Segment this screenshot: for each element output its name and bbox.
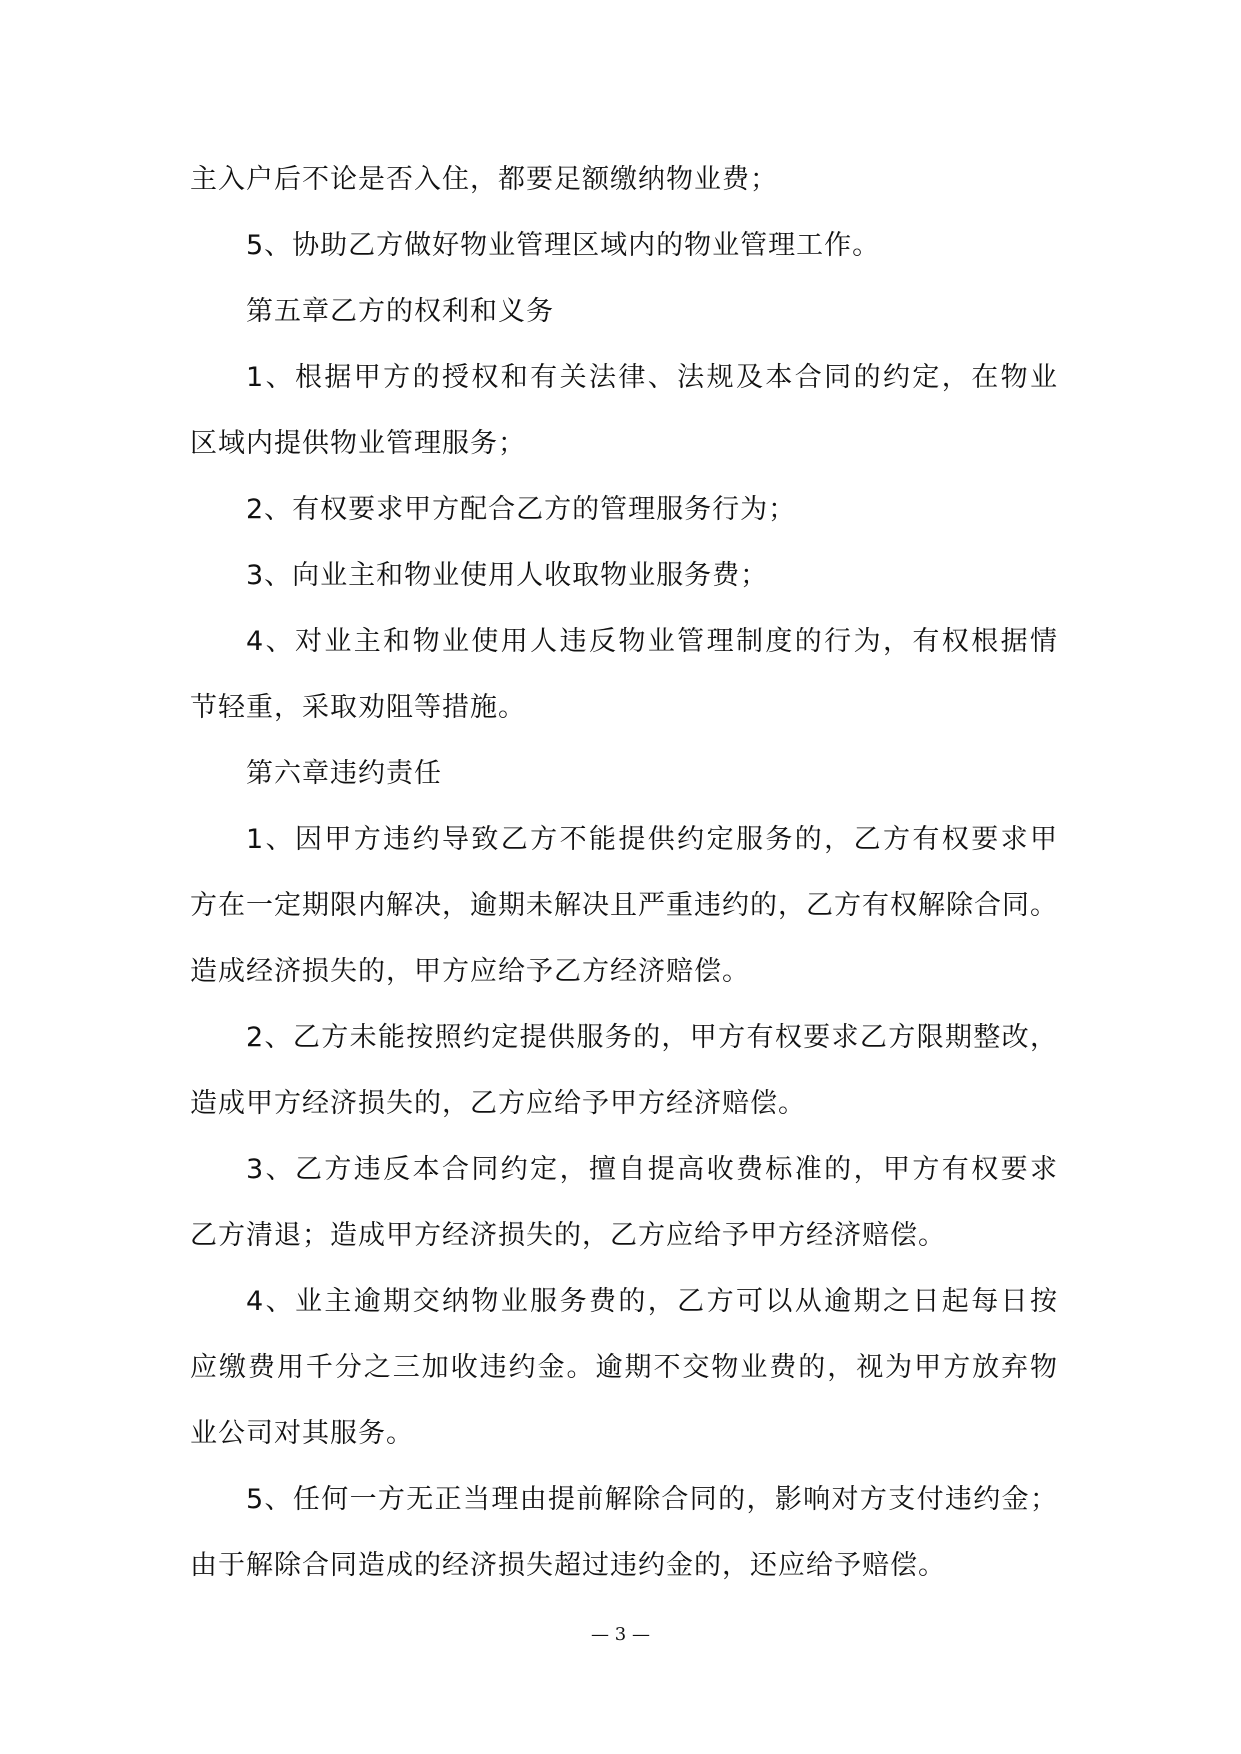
text-line: 5、协助乙方做好物业管理区域内的物业管理工作。 <box>246 230 881 261</box>
chapter-heading: 第五章乙方的权利和义务 <box>246 296 554 327</box>
text-line: 3、向业主和物业使用人收取物业服务费； <box>246 560 769 591</box>
text-line: 3、乙方违反本合同约定，擅自提高收费标准的，甲方有权要求 <box>246 1154 1058 1185</box>
text-line: 乙方清退；造成甲方经济损失的，乙方应给予甲方经济赔偿。 <box>190 1220 946 1251</box>
text-line: 4、对业主和物业使用人违反物业管理制度的行为，有权根据情 <box>246 626 1058 657</box>
text-line: 区域内提供物业管理服务； <box>190 428 526 459</box>
text-line: 业公司对其服务。 <box>190 1418 414 1449</box>
text-line: 4、业主逾期交纳物业服务费的，乙方可以从逾期之日起每日按 <box>246 1286 1058 1317</box>
text-line: 造成经济损失的，甲方应给予乙方经济赔偿。 <box>190 956 750 987</box>
text-line: 2、乙方未能按照约定提供服务的，甲方有权要求乙方限期整改， <box>246 1022 1058 1053</box>
text-line: 主入户后不论是否入住，都要足额缴纳物业费； <box>190 164 778 195</box>
text-line: 造成甲方经济损失的，乙方应给予甲方经济赔偿。 <box>190 1088 806 1119</box>
text-line: 应缴费用千分之三加收违约金。逾期不交物业费的，视为甲方放弃物 <box>190 1352 1058 1383</box>
text-line: 方在一定期限内解决，逾期未解决且严重违约的，乙方有权解除合同。 <box>190 890 1058 921</box>
chapter-heading: 第六章违约责任 <box>246 758 442 789</box>
text-line: 1、根据甲方的授权和有关法律、法规及本合同的约定，在物业 <box>246 362 1058 393</box>
document-body <box>190 158 1058 1610</box>
text-line: 1、因甲方违约导致乙方不能提供约定服务的，乙方有权要求甲 <box>246 824 1058 855</box>
text-line: 2、有权要求甲方配合乙方的管理服务行为； <box>246 494 797 525</box>
text-line: 5、任何一方无正当理由提前解除合同的，影响对方支付违约金； <box>246 1484 1058 1515</box>
page-number: — 3 — <box>591 1624 650 1645</box>
text-line: 由于解除合同造成的经济损失超过违约金的，还应给予赔偿。 <box>190 1550 946 1581</box>
text-line: 节轻重，采取劝阻等措施。 <box>190 692 526 723</box>
